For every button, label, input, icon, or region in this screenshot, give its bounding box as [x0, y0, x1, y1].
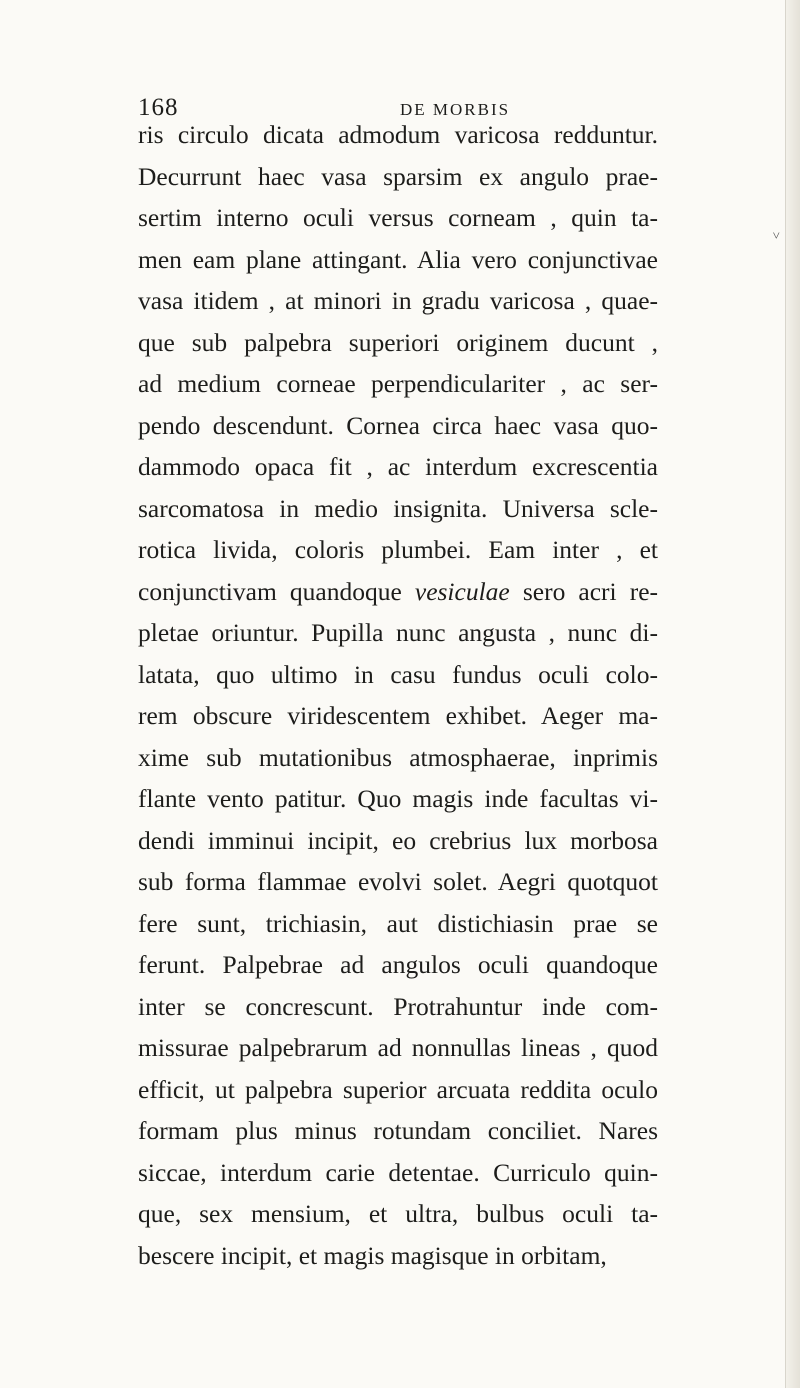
text-line: flante vento patitur. Quo magis inde facultas vi-	[138, 784, 658, 813]
text-segment: conjunctivam quandoque	[138, 576, 402, 606]
text-line: ferunt. Palpebrae ad angulos oculi quandoque	[138, 950, 658, 979]
text-line: ad medium corneae perpendiculariter , ac ser-	[138, 369, 658, 398]
text-line: xime sub mutationibus atmosphaerae, inprimis	[138, 742, 658, 772]
text-line: vasa itidem , at minori in gradu varicosa , quae-	[138, 286, 658, 315]
text-line: inter se concrescunt. Protrahuntur inde com-	[138, 991, 658, 1021]
text-line: pendo descendunt. Cornea circa haec vasa quo-	[138, 410, 658, 440]
text-line-with-italic	[138, 571, 658, 613]
page-number: 168	[138, 94, 179, 121]
margin-mark: ˅	[772, 228, 780, 243]
text-line: formam plus minus rotundam conciliet. Nares	[138, 1116, 658, 1145]
text-line: ris circulo dicata admodum varicosa redduntur.	[138, 120, 658, 149]
text-line: que, sex mensium, et ultra, bulbus oculi ta-	[138, 1199, 658, 1228]
text-segment: sero acri re-	[522, 576, 659, 606]
text-line: men eam plane attingant. Alia vero conjunctivae	[138, 244, 658, 274]
text-line: que sub palpebra superiori originem ducunt ,	[138, 327, 658, 357]
text-line: sub forma flammae evolvi solet. Aegri quotquot	[138, 867, 658, 896]
text-line: pletae oriuntur. Pupilla nunc angusta , nunc di-	[138, 618, 658, 647]
text-line: latata, quo ultimo in casu fundus oculi colo-	[138, 659, 658, 689]
text-line: rotica livida, coloris plumbei. Eam inter , et	[138, 535, 658, 564]
text-line: Decurrunt haec vasa sparsim ex angulo prae-	[138, 161, 658, 191]
italic-word: vesiculae	[414, 576, 510, 606]
text-line: fere sunt, trichiasin, aut distichiasin prae se	[138, 908, 658, 938]
text-line: sarcomatosa in medio insignita. Universa scle-	[138, 493, 658, 523]
text-line: dammodo opaca fit , ac interdum excrescentia	[138, 452, 658, 481]
text-line: rem obscure viridescentem exhibet. Aeger ma-	[138, 701, 658, 730]
text-line: efficit, ut palpebra superior arcuata reddita oculo	[138, 1074, 658, 1104]
text-line: sertim interno oculi versus corneam , quin ta-	[138, 203, 658, 232]
text-line: siccae, interdum carie detentae. Curriculo quin-	[138, 1157, 658, 1187]
text-line: missurae palpebrarum ad nonnullas lineas , quod	[138, 1033, 658, 1062]
page-edge	[785, 0, 800, 1388]
text-line: dendi imminui incipit, eo crebrius lux morbosa	[138, 825, 658, 855]
body-text	[138, 114, 658, 1276]
text-line: bescere incipit, et magis magisque in orbitam,	[138, 1240, 607, 1270]
running-head: DE MORBIS	[400, 100, 511, 119]
